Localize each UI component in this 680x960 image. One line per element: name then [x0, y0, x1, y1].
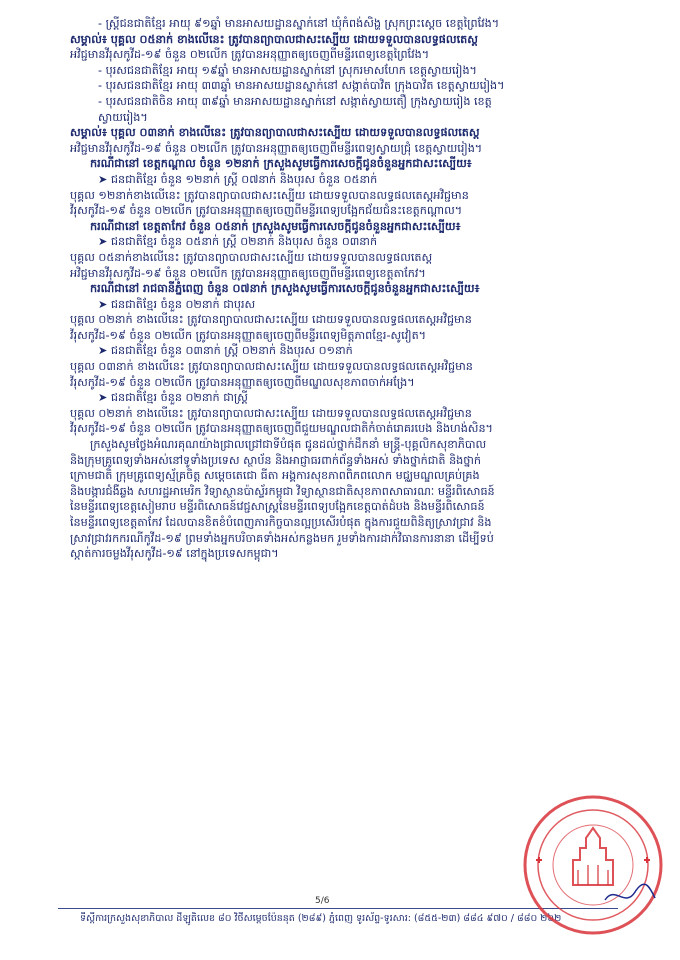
- text-line: វីរុសកូវីដ-១៩ ចំនួន ០២លើក ត្រូវបានអនុញ្ញាតឲ្យចេញពីមណ្ឌលសុខភាពចាក់អង្រែ។: [70, 375, 415, 389]
- text-line: នៃមន្ទីរពេទ្យខេត្តតាកែវ ដែលបានខិតខំបំពេញភារកិច្ចបានល្អប្រសើរបំផុត ក្នុងការជួយពិនិត្យស្រាវជ្រាវ និង: [70, 516, 492, 529]
- text-line: នៃមន្ទីរពេទ្យខេត្តសៀមរាប មន្ទីរពិសោធន៍វេជ្ជសាស្ត្រនៃមន្ទីរពេទ្យបង្អែកខេត្តបាត់ដំបង និងមន្ទីរពិសោធន៍: [70, 500, 485, 514]
- text-line: បុគ្គល ០២នាក់ ខាងលើនេះ ត្រូវបានព្យាបាលជាសះស្បើយ ដោយទទួលបានលទ្ធផលតេស្តអវិជ្ជមាន: [70, 406, 472, 420]
- signature-mark: [600, 880, 660, 910]
- text-line: ស្វាយរៀង។: [98, 110, 148, 124]
- text-line: ➤ ជនជាតិខ្មែរ ចំនួន ០៣នាក់ ស្ត្រី ០២នាក់ និងបុរស ០១នាក់: [98, 344, 353, 358]
- text-line: វីរុសកូវីដ-១៩ ចំនួន ០២លើក ត្រូវបានអនុញ្ញាតឲ្យចេញពីមន្ទីរពេទ្យបង្អែកជ័យជំនះខេត្តកណ្តាល។: [70, 204, 463, 218]
- text-line: វីរុសកូវីដ-១៩ ចំនួន ០២លើក ត្រូវបានអនុញ្ញាតឲ្យចេញពីជួយមណ្ឌលជាតិកំចាត់រោគរបេង និងហង់សិន។: [70, 422, 493, 436]
- text-line: ➤ ជនជាតិខ្មែរ ចំនួន ០៥នាក់ ស្ត្រី ០២នាក់ និងបុរស ចំនួន ០៣នាក់: [98, 235, 378, 249]
- ministry-seal-stamp: [518, 790, 668, 940]
- text-line: សម្គាល់៖ បុគ្គល ០៥នាក់ ខាងលើនេះ ត្រូវបានព្យាបាលជាសះស្បើយ ដោយទទួលបានលទ្ធផលតេស្ត: [70, 32, 478, 46]
- text-line: បុគ្គល ០៣នាក់ ខាងលើនេះ ត្រូវបានព្យាបាលជាសះស្បើយ ដោយទទួលបានលទ្ធផលតេស្តអវិជ្ជមាន: [70, 360, 473, 374]
- text-line: ករណីជានៅ ខេត្តតាកែវ ចំនួន ០៥នាក់ ក្រសួងសូមធ្វើការសេចក្តីជូនចំនួនអ្នកជាសះស្បើយ៖: [90, 219, 461, 233]
- text-line: និងបង្ការជំងឺឆ្លង សហរដ្ឋអាមេរិក វិទ្យាស្ថានប៉ាស្ទ័រកម្ពុជា វិទ្យាស្ថានជាតិសុខភាពសាធារណៈ មន្ទីរពិសោធន៍: [70, 484, 495, 498]
- page-number: 5/6: [315, 896, 330, 906]
- text-line: អវិជ្ជមានវីរុសកូវីដ-១៩ ចំនួន ០២លើក ត្រូវបានអនុញ្ញាតឲ្យចេញពីមន្ទីរពេទ្យខេត្តព្រៃវែង។: [70, 48, 430, 62]
- text-line: សម្គាល់៖ បុគ្គល ០៣នាក់ ខាងលើនេះ ត្រូវបានព្យាបាលជាសះស្បើយ ដោយទទួលបានលទ្ធផលតេស្ត: [70, 126, 480, 140]
- text-line: បុគ្គល ០៥នាក់ខាងលើនេះ ត្រូវបានព្យាបាលជាសះស្បើយ ដោយទទួលបានលទ្ធផលតេស្ត: [70, 250, 433, 264]
- text-line: បុគ្គល ០២នាក់ ខាងលើនេះ ត្រូវបានព្យាបាលជាសះស្បើយ ដោយទទួលបានលទ្ធផលតេស្តអវិជ្ជមាន: [70, 313, 472, 327]
- text-line: ក្រោមជាតិ ក្រុមគ្រូពេទ្យស្ម័គ្រចិត្ត សម្តេចតេជោ ធីតា អង្គការសុខភាពពិភពលោក មជ្ឈមណ្ឌលគ្រប់គ្រង: [70, 469, 480, 483]
- text-line: ករណីជានៅ ខេត្តកណ្តាល ចំនួន ១២នាក់ ក្រសួងសូមធ្វើការសេចក្តីជូនចំនួនអ្នកជាសះស្បើយ៖: [90, 157, 472, 171]
- text-line: ស្កាត់ការចម្លងវីរុសកូវីដ-១៩ នៅក្នុងប្រទេសកម្ពុជា។: [70, 547, 279, 561]
- text-line: - បុរសជនជាតិខ្មែរ អាយុ ៣៣ឆ្នាំ មានអាសយដ្ឋានស្នាក់នៅ សង្កាត់បាវិត ក្រុងបាវិត ខេត្តស្វាយរៀង។: [98, 79, 505, 93]
- text-line: - បុរសជនជាតិចិន អាយុ ៣៩ឆ្នាំ មានអាសយដ្ឋានស្នាក់នៅ សង្កាត់ស្វាយតឿ ក្រុងស្វាយរៀង ខេត្ត: [98, 94, 492, 108]
- text-line: ស្រាវជ្រាវរកករណីកូវីដ-១៩ ព្រមទាំងអ្នកបរិចាគទាំងអស់កន្លងមក រួមទាំងការដាក់វិធានការនានា ដើម្បីទប់: [70, 531, 494, 545]
- text-line: អវិជ្ជមានវីរុសកូវីដ-១៩ ចំនួន ០២លើក ត្រូវបានអនុញ្ញាតឲ្យចេញពីមន្ទីរពេទ្យស្វាយជ្រុំ ខេត្តស្វាយរៀង។: [70, 141, 483, 155]
- text-line: ករណីជានៅ រាជធានីភ្នំពេញ ចំនួន ០៧នាក់ ក្រសួងសូមធ្វើការសេចក្តីជូនចំនួនអ្នកជាសះស្បើយ៖: [90, 282, 480, 296]
- text-line: ➤ ជនជាតិខ្មែរ ចំនួន ០២នាក់ ជាបុរស: [98, 297, 256, 311]
- footer-address: ទីស្តីការក្រសួងសុខាភិបាល ដីឡូតិលេខ ៨០ វិថីសម្តេចប៉ែននុត (២៨៩) ភ្នំពេញ ទូរស័ព្ទ-ទូរសារ: (៨៥៥-២៣) ៨៨៤ ៩៧០ / ៨៨០ ២៦២: [80, 913, 562, 924]
- text-line: - បុរសជនជាតិខ្មែរ អាយុ ១៩ឆ្នាំ មានអាសយដ្ឋានស្នាក់នៅ ស្រុករមាសហែក ខេត្តស្វាយរៀង។: [98, 63, 477, 77]
- text-line: វីរុសកូវីដ-១៩ ចំនួន ០២លើក ត្រូវបានអនុញ្ញាតឲ្យចេញពីមន្ទីរពេទ្យមិត្តភាពខ្មែរ-សូវៀត។: [70, 328, 427, 342]
- text-line: បុគ្គល ១២នាក់ខាងលើនេះ ត្រូវបានព្យាបាលជាសះស្បើយ ដោយទទួលបានលទ្ធផលតេស្តអវិជ្ជមាន: [70, 188, 469, 202]
- document-body: [70, 16, 630, 562]
- text-line: - ស្ត្រីជនជាតិខ្មែរ អាយុ ៩១ឆ្នាំ មានអាសយដ្ឋានស្នាក់នៅ ឃុំកំពង់សិង្ហ ស្រុកព្រះស្តេច ខេត្តព្រៃវែង។: [98, 17, 500, 30]
- text-line: ➤ ជនជាតិខ្មែរ ចំនួន ០២នាក់ ជាស្ត្រី: [98, 391, 248, 405]
- text-line: ក្រសួងសូមថ្លែងអំណរគុណយ៉ាងជ្រាលជ្រៅជាទីបំផុត ជូនដល់ថ្នាក់ដឹកនាំ មន្ត្រី-បុគ្គលិកសុខាភិបាល: [90, 438, 487, 452]
- text-line: និងក្រុមគ្រូពេទ្យទាំងអស់នៅទូទាំងប្រទេស ស្ថាប័ន និងអាជ្ញាធរពាក់ព័ន្ធទាំងអស់ ទាំងថ្នាក់ជាតិ និងថ្នាក់: [70, 453, 482, 467]
- text-line: ➤ ជនជាតិខ្មែរ ចំនួន ១២នាក់ ស្ត្រី ០៧នាក់ និងបុរស ចំនួន ០៥នាក់: [98, 172, 378, 186]
- text-line: អវិជ្ជមានវីរុសកូវីដ-១៩ ចំនួន ០២លើក ត្រូវបានអនុញ្ញាតឲ្យចេញពីមន្ទីរពេទ្យខេត្តតាកែវ។: [70, 266, 426, 280]
